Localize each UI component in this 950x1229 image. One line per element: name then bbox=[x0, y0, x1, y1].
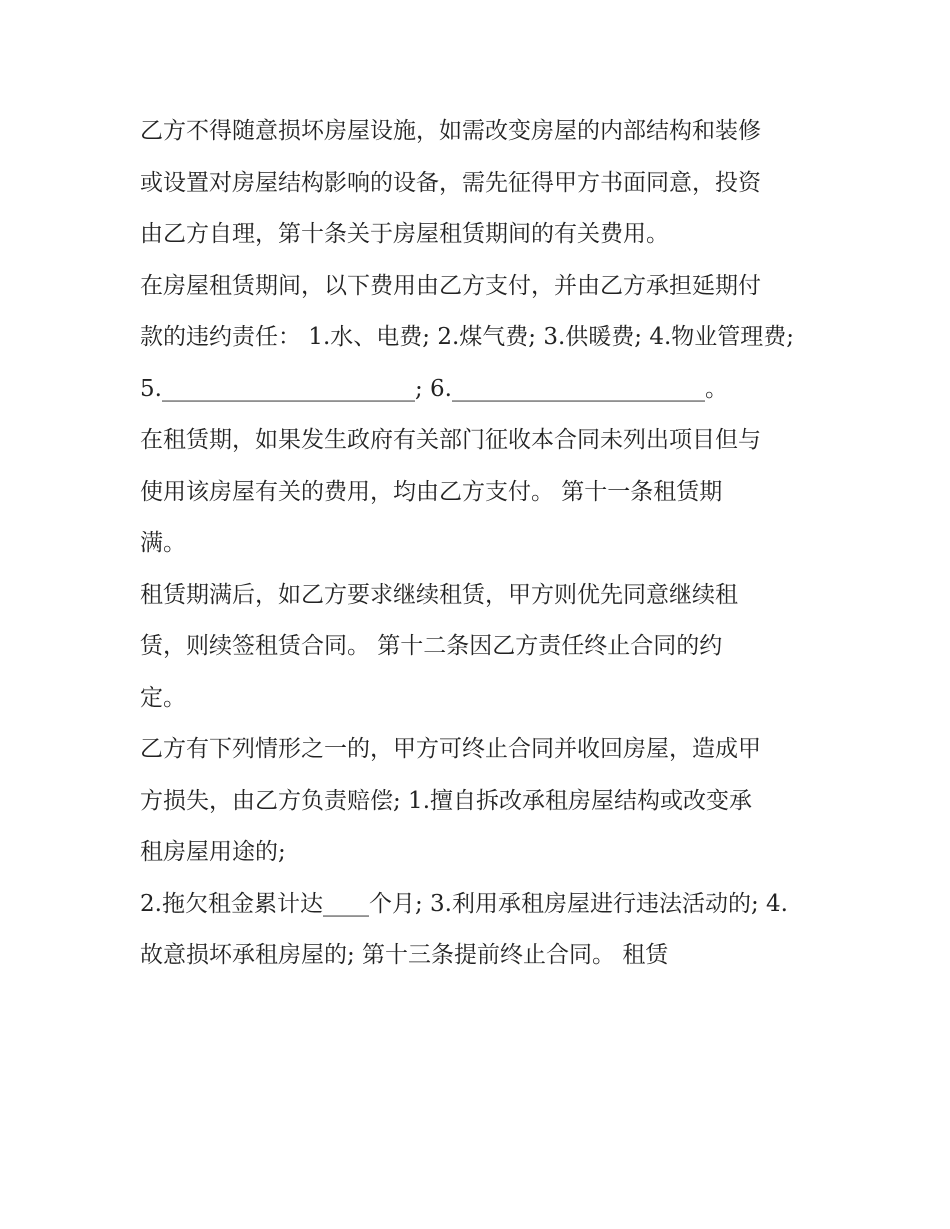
text-line: 由乙方自理，第十条关于房屋租赁期间的有关费用。 bbox=[140, 221, 669, 247]
document-body bbox=[140, 106, 820, 982]
text-line: 在租赁期，如果发生政府有关部门征收本合同未列出项目但与 bbox=[140, 427, 761, 453]
text-line: 满。 bbox=[140, 530, 186, 556]
text-line: 故意损坏承租房屋的; 第十三条提前终止合同。 租赁 bbox=[140, 942, 669, 968]
text-line: 2.拖欠租金累计达____个月; 3.利用承租房屋进行违法活动的; 4. bbox=[140, 890, 788, 917]
text-line: 方损失，由乙方负责赔偿; 1.擅自拆改承租房屋结构或改变承 bbox=[140, 787, 753, 814]
text-line: 或设置对房屋结构影响的设备，需先征得甲方书面同意，投资 bbox=[140, 169, 761, 196]
text-line: 使用该房屋有关的费用，均由乙方支付。 第十一条租赁期 bbox=[140, 478, 723, 505]
text-line: 租房屋用途的; bbox=[140, 839, 286, 865]
text-line: 赁，则续签租赁合同。 第十二条因乙方责任终止合同的约 bbox=[140, 633, 723, 659]
text-line: 5.______________________; 6.______________________。 bbox=[140, 375, 728, 402]
text-line: 乙方有下列情形之一的，甲方可终止合同并收回房屋，造成甲 bbox=[140, 736, 761, 762]
text-line: 乙方不得随意损坏房屋设施，如需改变房屋的内部结构和装修 bbox=[140, 118, 761, 144]
text-line: 在房屋租赁期间，以下费用由乙方支付，并由乙方承担延期付 bbox=[140, 272, 761, 299]
text-line: 租赁期满后，如乙方要求继续租赁，甲方则优先同意继续租 bbox=[140, 581, 738, 608]
text-line: 定。 bbox=[140, 684, 186, 711]
text-line: 款的违约责任： 1.水、电费; 2.煤气费; 3.供暖费; 4.物业管理费; bbox=[140, 324, 795, 350]
